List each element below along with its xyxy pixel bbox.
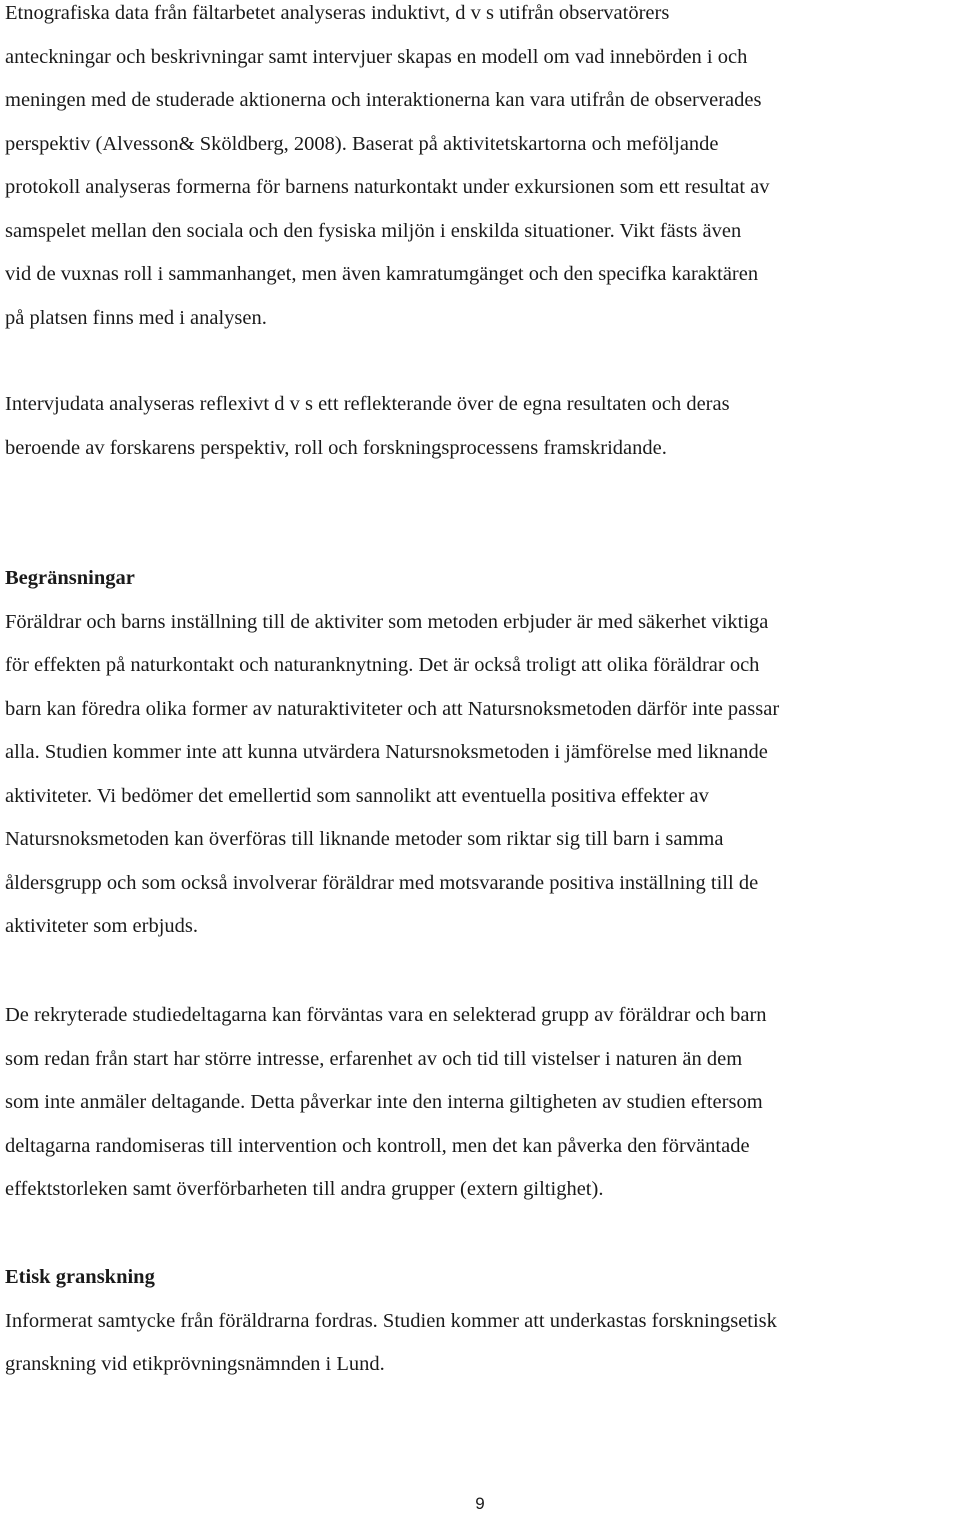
text-line: aktiviteter som erbjuds. <box>5 915 198 937</box>
text-line: vid de vuxnas roll i sammanhanget, men även kamratumgänget och den specifka karaktären <box>5 263 759 285</box>
paragraph-analysis-method <box>5 0 960 348</box>
text-line: alla. Studien kommer inte att kunna utvärdera Natursnoksmetoden i jämförelse med liknande <box>5 741 768 763</box>
section-limitations <box>5 565 960 957</box>
text-line: barn kan föredra olika former av naturaktiviteter och att Natursnoksmetoden därför inte passar <box>5 697 780 720</box>
text-line: perspektiv (Alvesson& Sköldberg, 2008). Baserat på aktivitetskartorna och meföljande <box>5 132 719 155</box>
paragraph-recruitment <box>5 1002 960 1220</box>
text-line: samspelet mellan den sociala och den fysiska miljön i enskilda situationer. Vikt fästs även <box>5 219 742 242</box>
text-line: Föräldrar och barns inställning till de aktiviter som metoden erbjuder är med säkerhet viktiga <box>5 610 769 633</box>
text-line: Natursnoksmetoden kan överföras till liknande metoder som riktar sig till barn i samma <box>5 828 724 850</box>
paragraph-interview-data <box>5 391 960 478</box>
text-line: som inte anmäler deltagande. Detta påverkar inte den interna giltigheten av studien eftersom <box>5 1091 763 1113</box>
text-line: Informerat samtycke från föräldrarna fordras. Studien kommer att underkastas forskningsetisk <box>5 1309 777 1332</box>
section-ethics <box>5 1264 960 1395</box>
text-line: De rekryterade studiedeltagarna kan förväntas vara en selekterad grupp av föräldrar och barn <box>5 1004 767 1026</box>
text-line: beroende av forskarens perspektiv, roll och forskningsprocessens framskridande. <box>5 436 667 459</box>
text-line: för effekten på naturkontakt och naturanknytning. Det är också troligt att olika föräldrar och <box>5 654 760 676</box>
text-line: aktiviteter. Vi bedömer det emellertid som sannolikt att eventuella positiva effekter av <box>5 784 709 807</box>
text-line: Etnografiska data från fältarbetet analyseras induktivt, d v s utifrån observatörers <box>5 2 670 24</box>
page-number: 9 <box>475 1494 485 1513</box>
text-line: anteckningar och beskrivningar samt intervjuer skapas en modell om vad innebörden i och <box>5 45 748 68</box>
text-line: meningen med de studerade aktionerna och interaktionerna kan vara utifrån de observerades <box>5 89 762 111</box>
text-line: protokoll analyseras formerna för barnens naturkontakt under exkursionen som ett resultat av <box>5 176 770 198</box>
text-line: åldersgrupp och som också involverar föräldrar med motsvarande positiva inställning till de <box>5 871 759 894</box>
text-line: som redan från start har större intresse, erfarenhet av och tid till vistelser i naturen än dem <box>5 1047 743 1070</box>
section-heading: Begränsningar <box>5 567 135 589</box>
text-line: Intervjudata analyseras reflexivt d v s ett reflekterande över de egna resultaten och deras <box>5 393 730 415</box>
text-line: granskning vid etikprövningsnämnden i Lund. <box>5 1353 385 1375</box>
text-line: deltagarna randomiseras till intervention och kontroll, men det kan påverka den förväntade <box>5 1134 750 1157</box>
text-line: effektstorleken samt överförbarheten till andra grupper (extern giltighet). <box>5 1178 604 1200</box>
text-line: på platsen finns med i analysen. <box>5 306 267 329</box>
section-heading: Etisk granskning <box>5 1266 155 1288</box>
